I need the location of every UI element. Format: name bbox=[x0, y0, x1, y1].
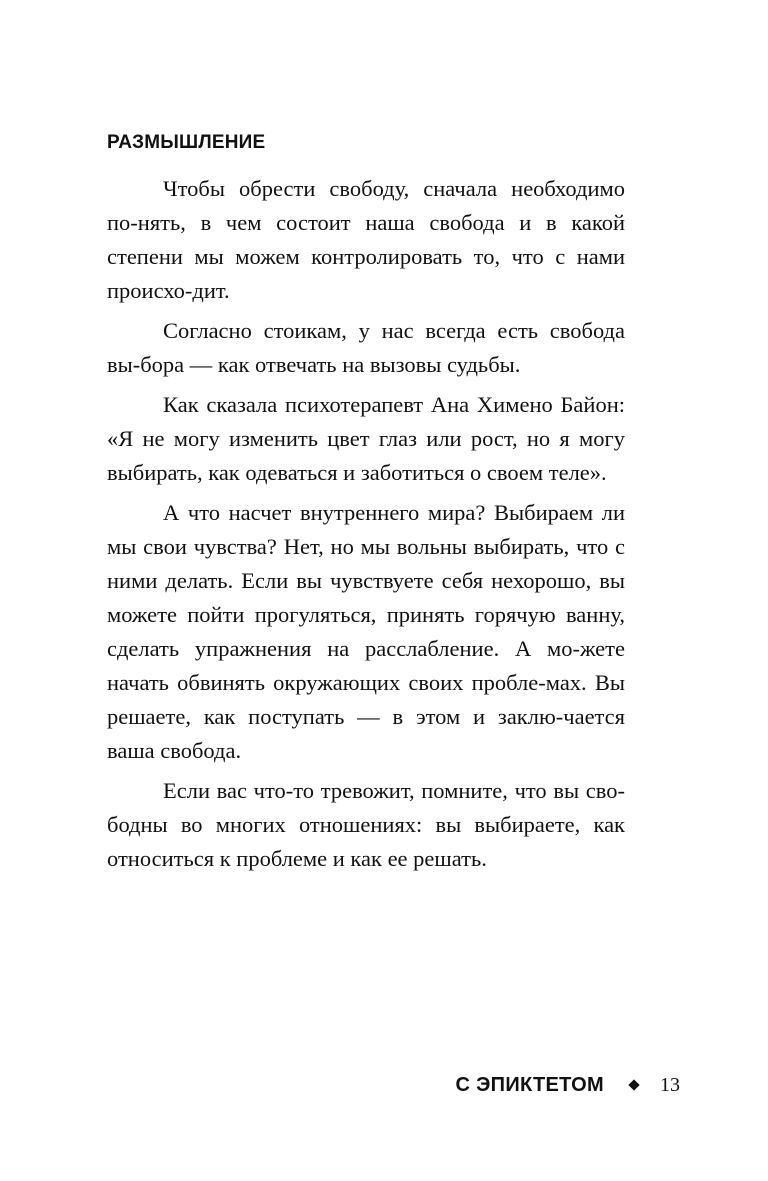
running-title: С ЭПИКТЕТОМ bbox=[455, 1073, 604, 1096]
page-number: 13 bbox=[660, 1073, 680, 1096]
paragraph: Если вас что-то тревожит, помните, что вы сво-бодны во многих отношениях: вы выбираете, как относиться к проблеме и как ее решать. bbox=[107, 778, 625, 871]
paragraph: Как сказала психотерапевт Ана Химено Байон: «Я не могу изменить цвет глаз или рост, но я могу выбирать, как одеваться и заботиться о своем теле». bbox=[107, 392, 625, 485]
paragraph: Чтобы обрести свободу, сначала необходимо по-нять, в чем состоит наша свобода и в какой степени мы можем контролировать то, что с нами происхо-дит. bbox=[107, 176, 625, 303]
diamond-icon bbox=[628, 1079, 639, 1090]
paragraph: А что насчет внутреннего мира? Выбираем ли мы свои чувства? Нет, но мы вольны выбирать, что с ними делать. Если вы чувствуете себя нехорошо, вы можете пойти прогуляться, принять горячую ванну, сделать упражнения на расслабление. А мо-жете начать обвинять окружающих своих пробле-мах. Вы решаете, как поступать — в этом и заклю-чается ваша свобода. bbox=[107, 500, 625, 763]
section-heading: РАЗМЫШЛЕНИЕ bbox=[107, 132, 266, 153]
paragraph: Согласно стоикам, у нас всегда есть свобода вы-бора — как отвечать на вызовы судьбы. bbox=[107, 318, 625, 377]
body-text bbox=[107, 172, 625, 882]
page-footer bbox=[420, 1070, 680, 1100]
